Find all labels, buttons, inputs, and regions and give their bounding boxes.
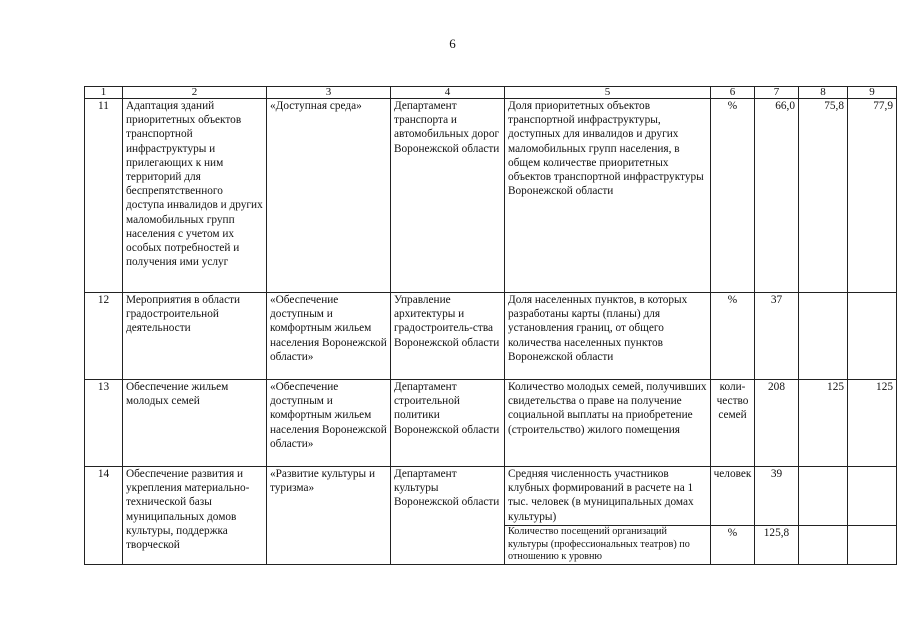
executor-cell: Управление архитектуры и градостроитель-ства Воронежской области bbox=[391, 293, 505, 380]
value-col8: 125 bbox=[799, 380, 848, 467]
measure-cell: Мероприятия в области градостроительной деятельности bbox=[123, 293, 267, 380]
column-number: 2 bbox=[123, 87, 267, 99]
column-number: 6 bbox=[711, 87, 755, 99]
row-number: 12 bbox=[85, 293, 123, 380]
column-number: 7 bbox=[755, 87, 799, 99]
unit-cell: коли-чество семей bbox=[711, 380, 755, 467]
value-col9 bbox=[848, 467, 897, 526]
row-number: 14 bbox=[85, 467, 123, 565]
unit-cell: % bbox=[711, 526, 755, 565]
table-row bbox=[85, 467, 897, 526]
measure-cell: Обеспечение жильем молодых семей bbox=[123, 380, 267, 467]
indicator-cell: Количество посещений организаций культуры (профессиональных театров) по отношению к уровню bbox=[505, 526, 711, 565]
table-row bbox=[85, 99, 897, 293]
value-col9: 125 bbox=[848, 380, 897, 467]
unit-cell: % bbox=[711, 293, 755, 380]
indicator-cell: Доля приоритетных объектов транспортной инфраструктуры, доступных для инвалидов и других маломобильных групп населения, в общем количестве приоритетных объектов транспортной инфраструктуры Воронежской области bbox=[505, 99, 711, 293]
column-number: 3 bbox=[267, 87, 391, 99]
executor-cell: Департамент строительной политики Воронежской области bbox=[391, 380, 505, 467]
value-col8 bbox=[799, 293, 848, 380]
indicator-cell: Средняя численность участников клубных формирований в расчете на 1 тыс. человек (в муниципальных домах культуры) bbox=[505, 467, 711, 526]
value-col7: 208 bbox=[755, 380, 799, 467]
indicator-cell: Количество молодых семей, получивших свидетельства о праве на получение социальной выплаты на приобретение (строительство) жилого помещения bbox=[505, 380, 711, 467]
measure-cell: Обеспечение развития и укрепления материально-технической базы муниципальных домов культуры, поддержка творческой bbox=[123, 467, 267, 565]
indicators-table bbox=[84, 86, 897, 565]
column-number: 4 bbox=[391, 87, 505, 99]
value-col9 bbox=[848, 293, 897, 380]
column-number: 9 bbox=[848, 87, 897, 99]
column-number: 8 bbox=[799, 87, 848, 99]
executor-cell: Департамент транспорта и автомобильных дорог Воронежской области bbox=[391, 99, 505, 293]
table-row bbox=[85, 293, 897, 380]
row-number: 11 bbox=[85, 99, 123, 293]
column-number: 1 bbox=[85, 87, 123, 99]
column-number-row bbox=[85, 87, 897, 99]
measure-cell: Адаптация зданий приоритетных объектов транспортной инфраструктуры и прилегающих к ним территорий для беспрепятственного доступа инвалидов и других маломобильных групп населения с учетом их особых потребностей и получения ими услуг bbox=[123, 99, 267, 293]
value-col8 bbox=[799, 467, 848, 526]
value-col9: 77,9 bbox=[848, 99, 897, 293]
value-col7: 125,8 bbox=[755, 526, 799, 565]
page-number: 6 bbox=[449, 36, 456, 51]
executor-cell: Департамент культуры Воронежской области bbox=[391, 467, 505, 565]
value-col8 bbox=[799, 526, 848, 565]
unit-cell: % bbox=[711, 99, 755, 293]
program-cell: «Обеспечение доступным и комфортным жильем населения Воронежской области» bbox=[267, 293, 391, 380]
value-col7: 39 bbox=[755, 467, 799, 526]
value-col8: 75,8 bbox=[799, 99, 848, 293]
table-row bbox=[85, 380, 897, 467]
indicator-cell: Доля населенных пунктов, в которых разработаны карты (планы) для установления границ, от общего количества населенных пунктов Воронежской области bbox=[505, 293, 711, 380]
row-number: 13 bbox=[85, 380, 123, 467]
column-number: 5 bbox=[505, 87, 711, 99]
value-col7: 66,0 bbox=[755, 99, 799, 293]
program-cell: «Обеспечение доступным и комфортным жильем населения Воронежской области» bbox=[267, 380, 391, 467]
value-col7: 37 bbox=[755, 293, 799, 380]
unit-cell: человек bbox=[711, 467, 755, 526]
program-cell: «Развитие культуры и туризма» bbox=[267, 467, 391, 565]
program-cell: «Доступная среда» bbox=[267, 99, 391, 293]
value-col9 bbox=[848, 526, 897, 565]
